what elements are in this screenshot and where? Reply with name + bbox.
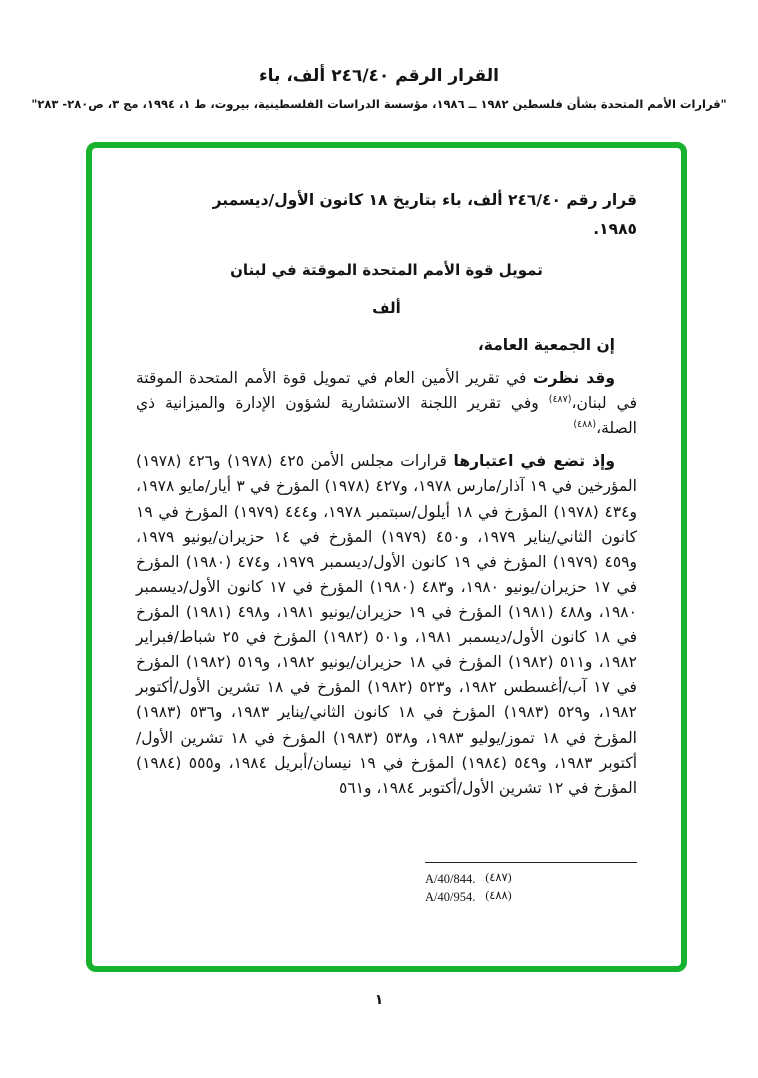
page-header xyxy=(0,66,758,111)
footnote-marker: (٤٨٧) xyxy=(485,871,512,884)
paragraph-text: قرارات مجلس الأمن ٤٢٥ (١٩٧٨) و٤٢٦ (١٩٧٨) المؤرخين في ١٩ آذار/مارس ١٩٧٨، و٤٢٧ (١٩٧٨) المؤرخ في ٣ أيار/مايو ١٩٧٨، و٤٣٤ (١٩٧٨) المؤرخ في ١٨ أيلول/سبتمبر ١٩٧٨، و٤٤٤ (١٩٧٩) المؤرخ في ١٩ كانون الثاني/يناير ١٩٧٩، و٤٥٠ (١٩٧٩) المؤرخ في ١٤ حزيران/يونيو ١٩٧٩، و٤٥٩ (١٩٧٩) المؤرخ في ١٩ كانون الأول/ديسمبر ١٩٧٩، و٤٧٤ (١٩٨٠) المؤرخ في ١٧ حزيران/يونيو ١٩٨٠، و٤٨٣ (١٩٨٠) المؤرخ في ١٧ كانون الأول/ديسمبر ١٩٨٠، و٤٨٨ (١٩٨١) المؤرخ في ١٩ حزيران/يونيو ١٩٨١، و٤٩٨ (١٩٨١) المؤرخ في ١٨ كانون الأول/ديسمبر ١٩٨١، و٥٠١ (١٩٨٢) المؤرخ في ٢٥ شباط/فبراير ١٩٨٢، و٥١١ (١٩٨٢) المؤرخ في ١٨ حزيران/يونيو ١٩٨٢، و٥١٩ (١٩٨٢) المؤرخ في ١٧ آب/أغسطس ١٩٨٢، و٥٢٣ (١٩٨٢) المؤرخ في ١٨ تشرين الأول/أكتوبر ١٩٨٢، و٥٢٩ (١٩٨٣) المؤرخ في ١٨ كانون الثاني/يناير ١٩٨٣، و٥٣٦ (١٩٨٣) المؤرخ في ١٨ تموز/يوليو ١٩٨٣، و٥٣٨ (١٩٨٣) المؤرخ في ١٨ تشرين الأول/أكتوبر ١٩٨٣، و٥٤٩ (١٩٨٤) المؤرخ في ١٩ نيسان/أبريل ١٩٨٤، و٥٥٥ (١٩٨٤) المؤرخ في ١٢ تشرين الأول/أكتوبر ١٩٨٤، و٥٦١ xyxy=(136,452,638,797)
footnote-item xyxy=(425,870,637,888)
resolution-heading xyxy=(136,186,637,245)
paragraph-preamble-opening: إن الجمعية العامة، xyxy=(477,335,615,354)
document-box xyxy=(86,142,687,972)
section-label: ألف xyxy=(372,298,401,317)
paragraph-text: في تقرير الأمين العام في تمويل قوة الأمم المتحدة الموقتة في لبنان، xyxy=(136,368,637,413)
footnote-block xyxy=(425,862,637,906)
resolution-body xyxy=(136,333,637,809)
footnote-marker: (٤٨٨) xyxy=(485,889,512,902)
footnote-symbol: A/40/954. xyxy=(425,889,476,904)
footnote-ref-488: (٤٨٨) xyxy=(573,419,597,431)
page-title: القرار الرقم ٢٤٦/٤٠ ألف، باء xyxy=(258,66,500,86)
paragraph-text: وفي تقرير اللجنة الاستشارية لشؤون الإدارة والميزانية ذي الصلة، xyxy=(136,394,637,438)
source-citation: "قرارات الأمم المتحدة بشأن فلسطين ١٩٨٢ ــ ١٩٨٦، مؤسسة الدراسات الفلسطينية، بيروت، ط ١، ١٩٩٤، مج ٣، ص٢٨٠- ٢٨٣" xyxy=(31,97,727,111)
footnote-symbol: A/40/844. xyxy=(425,871,476,886)
paragraph-having-considered xyxy=(136,366,637,441)
page-number: ١ xyxy=(374,992,384,1008)
resolution-subject: تمويل قوة الأمم المتحدة الموقتة في لبنان xyxy=(230,260,543,279)
paragraph-bearing-in-mind xyxy=(136,449,637,801)
paragraph-lead: وقد نظرت xyxy=(533,368,615,387)
footnote-divider xyxy=(425,862,637,863)
footnote-item xyxy=(425,888,637,906)
resolution-heading-line2: ١٩٨٥. xyxy=(593,220,637,239)
footnote-ref-487: (٤٨٧) xyxy=(548,393,572,405)
paragraph-lead: وإذ تضع في اعتبارها xyxy=(453,452,615,471)
resolution-heading-line1: قرار رقم ٢٤٦/٤٠ ألف، باء بتاريخ ١٨ كانون الأول/ديسمبر xyxy=(212,191,637,209)
